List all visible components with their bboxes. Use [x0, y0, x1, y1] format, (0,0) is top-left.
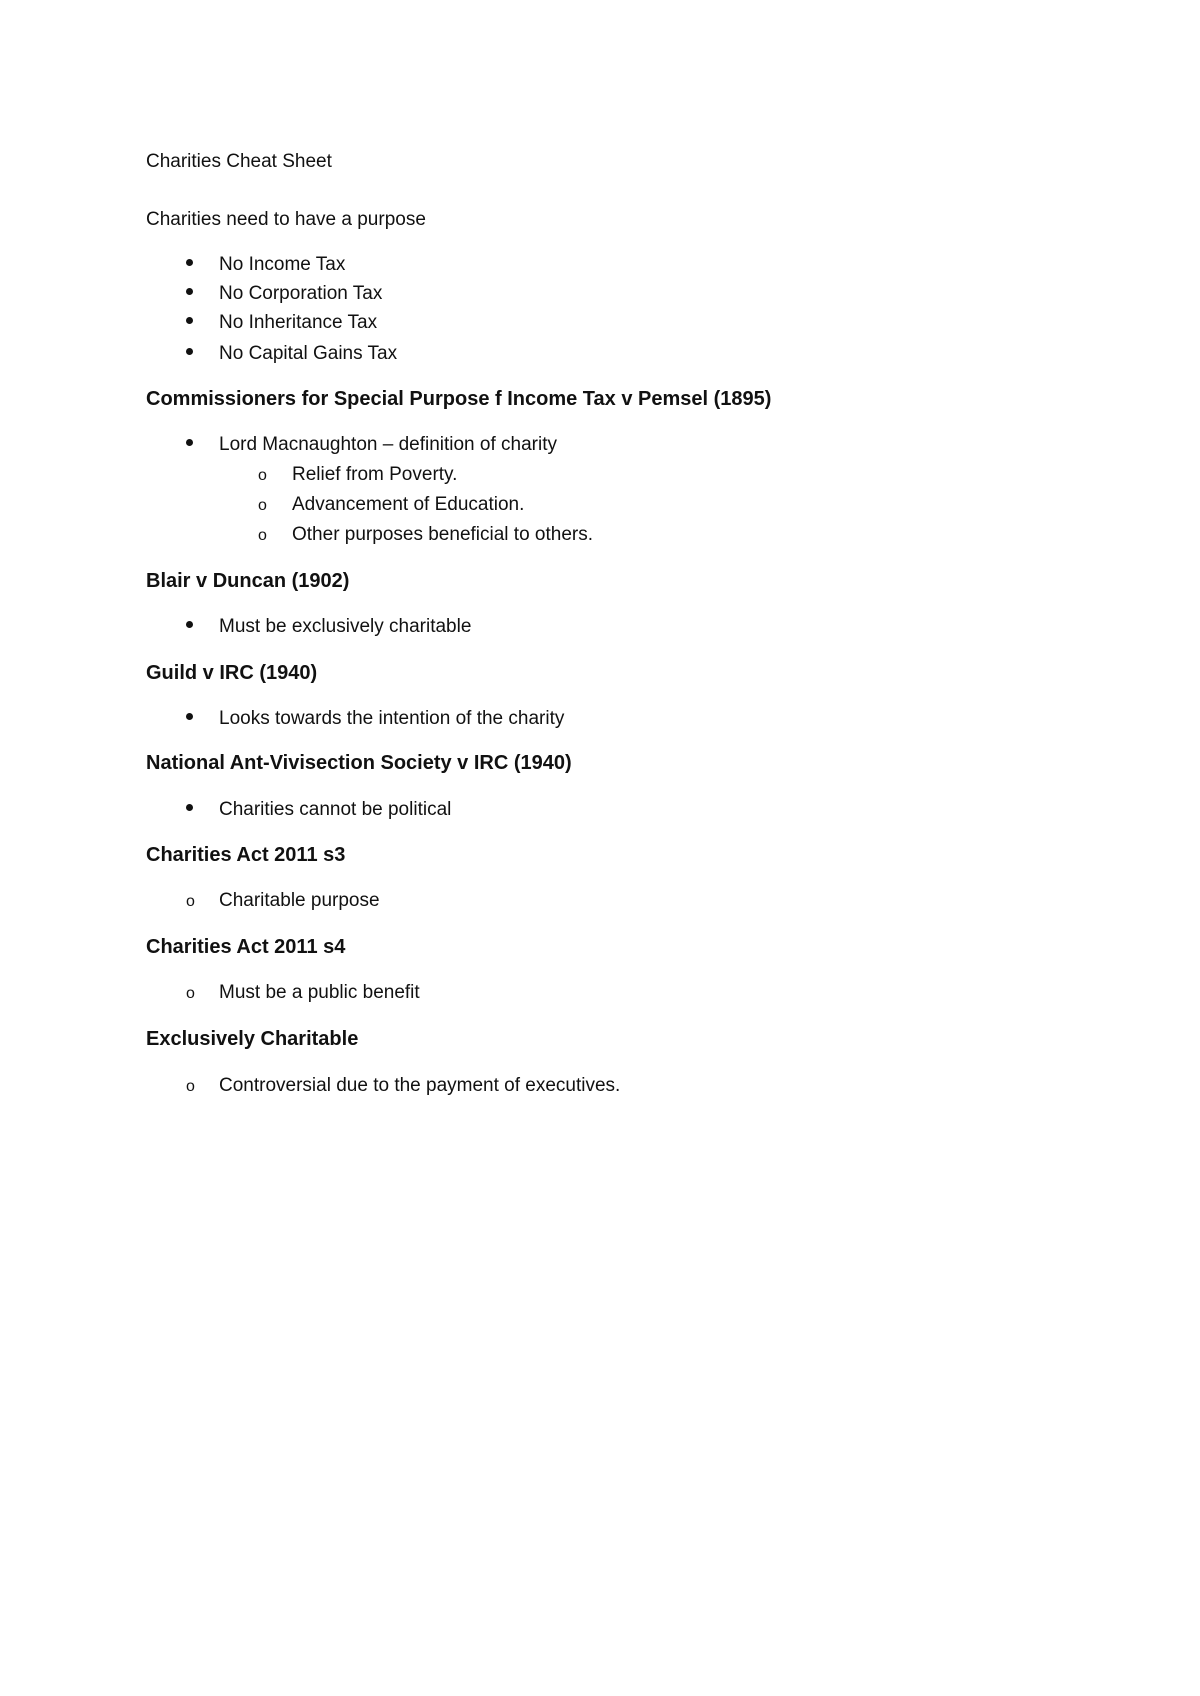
section-heading: Commissioners for Special Purpose f Income Tax v Pemsel (1895) — [146, 388, 772, 410]
bullet-dot — [186, 439, 193, 446]
sub-list-item: Advancement of Education. — [292, 494, 525, 515]
sub-bullet-marker: o — [258, 467, 267, 484]
sub-list-item: Other purposes beneficial to others. — [292, 524, 594, 545]
sub-bullet-marker: o — [186, 893, 195, 910]
list-item: No Inheritance Tax — [219, 312, 378, 333]
section-heading: Charities Act 2011 s4 — [146, 936, 346, 958]
list-item: No Corporation Tax — [219, 283, 383, 304]
list-item: Must be exclusively charitable — [219, 616, 472, 637]
list-item: Lord Macnaughton – definition of charity — [219, 434, 557, 455]
sub-bullet-marker: o — [258, 527, 267, 544]
bullet-dot — [186, 621, 193, 628]
list-item: Looks towards the intention of the charity — [219, 708, 565, 729]
sub-list-item: Relief from Poverty. — [292, 464, 458, 485]
list-item: No Income Tax — [219, 254, 346, 275]
section-heading: Charities Act 2011 s3 — [146, 844, 346, 866]
bullet-dot — [186, 288, 193, 295]
bullet-dot — [186, 348, 193, 355]
sub-bullet-marker: o — [186, 985, 195, 1002]
bullet-dot — [186, 713, 193, 720]
bullet-dot — [186, 259, 193, 266]
section-heading: Blair v Duncan (1902) — [146, 570, 350, 592]
list-item: No Capital Gains Tax — [219, 343, 398, 364]
sub-bullet-marker: o — [186, 1078, 195, 1095]
section-heading: Exclusively Charitable — [146, 1028, 359, 1050]
sub-bullet-marker: o — [258, 497, 267, 514]
document-title: Charities Cheat Sheet — [146, 151, 332, 172]
list-item: Charitable purpose — [219, 890, 380, 911]
list-item: Must be a public benefit — [219, 982, 420, 1003]
section-heading: National Ant-Vivisection Society v IRC (1940) — [146, 752, 572, 774]
section-heading: Guild v IRC (1940) — [146, 662, 318, 684]
list-item: Controversial due to the payment of executives. — [219, 1075, 621, 1096]
bullet-dot — [186, 317, 193, 324]
list-item: Charities cannot be political — [219, 799, 452, 820]
bullet-dot — [186, 804, 193, 811]
intro-text: Charities need to have a purpose — [146, 209, 426, 230]
